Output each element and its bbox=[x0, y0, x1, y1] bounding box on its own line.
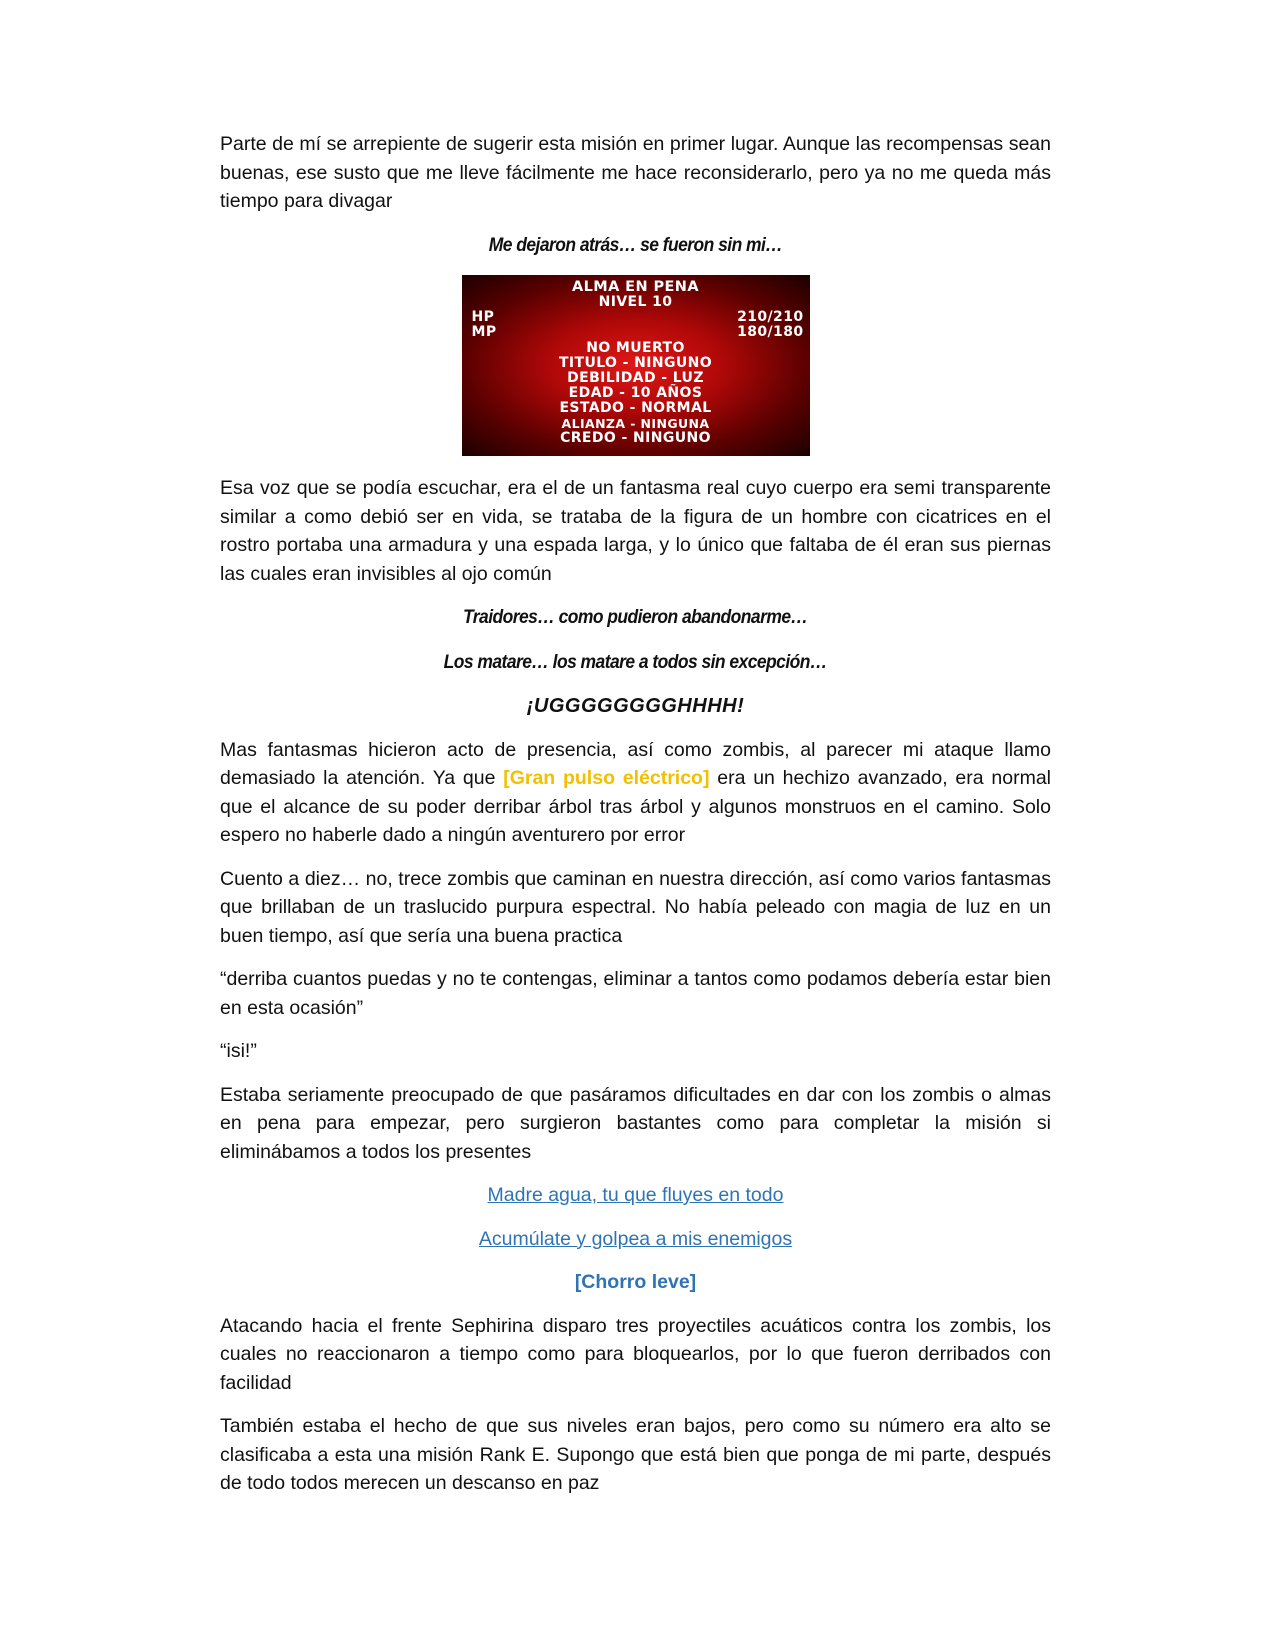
paragraph-1: Parte de mí se arrepiente de sugerir esta misión en primer lugar. Aunque las recompensas sean buenas, ese susto que me lleve fácilmente me hace reconsiderarlo, pero ya no me queda más tiempo para divagar bbox=[220, 133, 1051, 212]
ghost-voice-text-2: Traidores… como pudieron abandonarme… bbox=[463, 607, 808, 628]
status-hp-label: HP bbox=[471, 309, 495, 325]
status-name: ALMA EN PENA bbox=[572, 279, 699, 295]
ghost-voice-text-3: Los matare… los matare a todos sin excepción… bbox=[443, 651, 828, 673]
paragraph-9: También estaba el hecho de que sus niveles eran bajos, pero como su número era alto se clasificaba a esta una misión Rank E. Supongo que está bien que ponga de mi parte, después de todo todos merecen un descanso en paz bbox=[220, 1415, 1051, 1494]
ghost-voice-text-1: Me dejaron atrás… se fueron sin mi… bbox=[488, 234, 783, 256]
paragraph-6-dialogue: “isi!” bbox=[220, 1040, 257, 1062]
document-page bbox=[220, 130, 1051, 1513]
status-window bbox=[462, 275, 810, 456]
paragraph-7: Estaba seriamente preocupado de que pasáramos dificultades en dar con los zombis o almas en pena para empezar, pero surgieron bastantes como para completar la misión si eliminábamos a todos los presentes bbox=[220, 1083, 1051, 1163]
status-type: NO MUERTO bbox=[586, 340, 685, 356]
ghost-scream-line bbox=[220, 692, 1051, 721]
status-creed: CREDO - NINGUNO bbox=[560, 430, 711, 446]
paragraph-2: Esa voz que se podía escuchar, era el de un fantasma real cuyo cuerpo era semi transparente similar a como debió ser en vida, se trataba de la figura de un hombre con cicatrices en el rostro portaba una armadura y una espada larga, y lo único que faltaba de él eran sus piernas las cuales eran invisibles al ojo común bbox=[220, 477, 1051, 585]
ghost-voice-line-2 bbox=[220, 603, 1051, 633]
chant-text-1[interactable]: Madre agua, tu que fluyes en todo bbox=[487, 1184, 784, 1206]
paragraph-8: Atacando hacia el frente Sephirina disparo tres proyectiles acuáticos contra los zombis, los cuales no reaccionaron a tiempo como para bloquearlos, por lo que fueron derribados con facilidad bbox=[220, 1314, 1051, 1394]
ghost-scream-text: ¡UGGGGGGGGHHHH! bbox=[526, 695, 745, 717]
status-alliance: ALIANZA - NINGUNA bbox=[561, 416, 710, 431]
chant-line-1 bbox=[220, 1181, 1051, 1210]
chant-line-2 bbox=[220, 1225, 1051, 1254]
spell-name-chorro-leve: [Chorro leve] bbox=[574, 1271, 697, 1293]
paragraph-3 bbox=[220, 736, 1051, 850]
status-level: NIVEL 10 bbox=[598, 294, 673, 310]
status-mp-label: MP bbox=[471, 324, 497, 340]
status-hp-value: 210/210 bbox=[737, 309, 804, 325]
ghost-voice-line-1 bbox=[220, 231, 1051, 261]
paragraph-3-end: era un hechizo avanzado, era normal que el alcance de su poder derribar árbol tras árbol y algunos monstruos en el camino. Solo espero no haberle dado a ningún aventurero por error bbox=[220, 767, 1051, 846]
status-mp-value: 180/180 bbox=[737, 324, 804, 340]
spell-line-chorro-leve bbox=[220, 1268, 1051, 1297]
status-age: EDAD - 10 AÑOS bbox=[568, 385, 703, 401]
paragraph-5-dialogue: “derriba cuantos puedas y no te contengas, eliminar a tantos como podamos debería estar bien en esta ocasión” bbox=[220, 968, 1051, 1019]
paragraph-4: Cuento a diez… no, trece zombis que caminan en nuestra dirección, así como varios fantasmas que brillaban de un traslucido purpura espectral. No había peleado con magia de luz en un buen tiempo, así que sería una buena practica bbox=[220, 867, 1051, 947]
chant-text-2[interactable]: Acumúlate y golpea a mis enemigos bbox=[478, 1227, 793, 1250]
status-title: TITULO - NINGUNO bbox=[558, 355, 713, 371]
status-weakness: DEBILIDAD - LUZ bbox=[567, 370, 704, 386]
paragraph-3-start: Mas fantasmas hicieron acto de presencia, así como zombis, al parecer mi ataque llamo demasiado la atención. Ya que bbox=[220, 738, 1051, 789]
ghost-voice-line-3 bbox=[220, 648, 1051, 678]
status-state: ESTADO - NORMAL bbox=[559, 400, 712, 416]
spell-name-gran-pulso: [Gran pulso eléctrico] bbox=[503, 767, 710, 789]
